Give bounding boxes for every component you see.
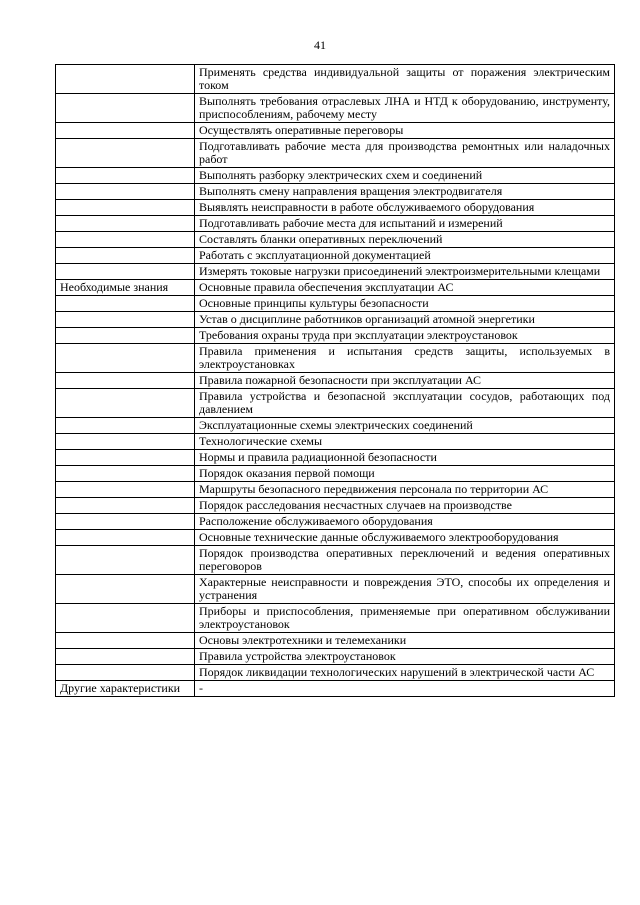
table-row (56, 482, 615, 498)
table-row (56, 649, 615, 665)
table-row (56, 575, 615, 604)
table-row (56, 530, 615, 546)
action-item: Выявлять неисправности в работе обслуживаемого оборудования (195, 200, 615, 216)
table-row (56, 418, 615, 434)
table-row (56, 65, 615, 94)
table-row (56, 373, 615, 389)
knowledge-item: Приборы и приспособления, применяемые при оперативном обслуживании электроустановок (195, 604, 615, 633)
table-row (56, 498, 615, 514)
knowledge-item: Порядок ликвидации технологических нарушений в электрической части АС (195, 665, 615, 681)
action-item: Подготавливать рабочие места для испытаний и измерений (195, 216, 615, 232)
action-item: Выполнять требования отраслевых ЛНА и НТД к оборудованию, инструменту, приспособлениям, рабочему месту (195, 94, 615, 123)
table-row (56, 604, 615, 633)
knowledge-item: Нормы и правила радиационной безопасности (195, 450, 615, 466)
knowledge-item: Правила применения и испытания средств защиты, используемых в электроустановках (195, 344, 615, 373)
action-item: Выполнять разборку электрических схем и соединений (195, 168, 615, 184)
knowledge-item: Расположение обслуживаемого оборудования (195, 514, 615, 530)
table-row (56, 466, 615, 482)
table-row (56, 264, 615, 280)
table-row (56, 514, 615, 530)
action-item: Работать с эксплуатационной документацией (195, 248, 615, 264)
table-row (56, 94, 615, 123)
knowledge-item: Эксплуатационные схемы электрических соединений (195, 418, 615, 434)
action-item: Выполнять смену направления вращения электродвигателя (195, 184, 615, 200)
knowledge-item: Устав о дисциплине работников организаций атомной энергетики (195, 312, 615, 328)
knowledge-item: Правила пожарной безопасности при эксплуатации АС (195, 373, 615, 389)
action-item: Составлять бланки оперативных переключений (195, 232, 615, 248)
action-item: Осуществлять оперативные переговоры (195, 123, 615, 139)
other-value: - (195, 681, 615, 697)
knowledge-item: Порядок производства оперативных переключений и ведения оперативных переговоров (195, 546, 615, 575)
knowledge-item: Порядок расследования несчастных случаев на производстве (195, 498, 615, 514)
knowledge-item: Основные технические данные обслуживаемого электрооборудования (195, 530, 615, 546)
actions-label-cell (56, 65, 195, 94)
table-row (56, 546, 615, 575)
knowledge-item: Маршруты безопасного передвижения персонала по территории АС (195, 482, 615, 498)
table-row (56, 434, 615, 450)
table-row (56, 665, 615, 681)
table-row (56, 248, 615, 264)
table-row (56, 168, 615, 184)
other-label: Другие характеристики (56, 681, 195, 697)
knowledge-item: Технологические схемы (195, 434, 615, 450)
knowledge-item: Основные принципы культуры безопасности (195, 296, 615, 312)
table-row (56, 232, 615, 248)
knowledge-label: Необходимые знания (56, 280, 195, 296)
table-row (56, 216, 615, 232)
knowledge-item: Правила устройства и безопасной эксплуатации сосудов, работающих под давлением (195, 389, 615, 418)
table-row (56, 139, 615, 168)
action-item: Подготавливать рабочие места для производства ремонтных или наладочных работ (195, 139, 615, 168)
knowledge-item: Правила устройства электроустановок (195, 649, 615, 665)
table-row (56, 296, 615, 312)
competency-table (55, 64, 615, 697)
table-row (56, 681, 615, 697)
table-row (56, 184, 615, 200)
action-item: Измерять токовые нагрузки присоединений электроизмерительными клещами (195, 264, 615, 280)
table-row (56, 389, 615, 418)
knowledge-item: Требования охраны труда при эксплуатации электроустановок (195, 328, 615, 344)
table-row (56, 450, 615, 466)
knowledge-item: Характерные неисправности и повреждения ЭТО, способы их определения и устранения (195, 575, 615, 604)
table-row (56, 633, 615, 649)
table-row (56, 328, 615, 344)
table-row (56, 200, 615, 216)
knowledge-item: Основы электротехники и телемеханики (195, 633, 615, 649)
action-item: Применять средства индивидуальной защиты от поражения электрическим током (195, 65, 615, 94)
table-row (56, 312, 615, 328)
table-row (56, 123, 615, 139)
table-row (56, 344, 615, 373)
knowledge-item: Порядок оказания первой помощи (195, 466, 615, 482)
page-number: 41 (314, 38, 326, 52)
table-row (56, 280, 615, 296)
knowledge-item: Основные правила обеспечения эксплуатации АС (195, 280, 615, 296)
